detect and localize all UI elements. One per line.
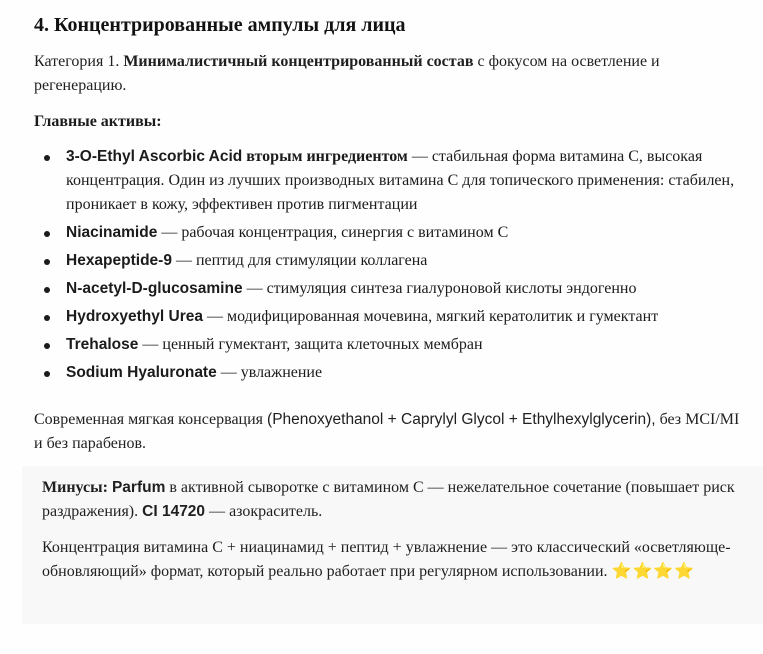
intro-bold: Минималистичный концентрированный состав xyxy=(123,53,474,70)
intro-prefix: Категория 1. xyxy=(34,53,124,70)
summary-paragraph xyxy=(42,536,742,584)
bullet-icon xyxy=(44,315,50,321)
list-item xyxy=(34,249,749,273)
minus-item-2: CI 14720 xyxy=(142,503,206,520)
summary-text: Концентрация витамина С + ниацинамид + пептид + увлажнение — это классический «осветляюще-обновляющий» формат, который реально работает при регулярном использовании. xyxy=(42,539,731,580)
active-desc: — пептид для стимуляции коллагена xyxy=(171,252,428,269)
intro-paragraph xyxy=(34,50,749,98)
section-heading: 4. Концентрированные ампулы для лица xyxy=(34,14,406,36)
actives-list xyxy=(34,145,749,389)
bullet-icon xyxy=(44,231,50,237)
list-item xyxy=(34,221,749,245)
bullet-icon xyxy=(44,343,50,349)
list-item xyxy=(34,145,749,217)
active-desc: — ценный гумектант, защита клеточных мембран xyxy=(138,336,483,353)
preservation-prefix: Современная мягкая консервация xyxy=(34,411,268,428)
active-desc: — увлажнение xyxy=(216,364,323,381)
active-desc: — стимуляция синтеза гиалуроновой кислоты эндогенно xyxy=(242,280,637,297)
active-name: Sodium Hyaluronate xyxy=(66,364,217,381)
conclusion-box xyxy=(22,466,763,624)
bullet-icon xyxy=(44,259,50,265)
bullet-icon xyxy=(44,287,50,293)
active-name: Niacinamide xyxy=(66,224,158,241)
active-name: N-acetyl-D-glucosamine xyxy=(66,280,243,297)
minus-item-1: Parfum xyxy=(111,479,166,496)
active-desc: — стабильная форма витамина С, высокая концентрация. Один из лучших производных витамина С для топического применения: стабилен, проникает в кожу, эффективен против пигментации xyxy=(66,148,735,213)
active-desc: — модифицированная мочевина, мягкий кератолитик и гумектант xyxy=(202,308,659,325)
preservation-paragraph xyxy=(34,408,749,456)
active-name: Hydroxyethyl Urea xyxy=(66,308,203,325)
active-extra: вторым ингредиентом xyxy=(242,148,408,165)
list-item xyxy=(34,333,749,357)
minus-label: Минусы: xyxy=(42,479,112,496)
actives-title: Главные активы: xyxy=(34,113,162,130)
intro-suffix: с фокусом на осветление и регенерацию. xyxy=(34,53,660,94)
minus-text-2: — азокраситель. xyxy=(205,503,323,520)
bullet-icon xyxy=(44,155,50,161)
bullet-icon xyxy=(44,371,50,377)
minus-paragraph xyxy=(42,476,742,524)
list-item xyxy=(34,277,749,301)
active-name: Hexapeptide-9 xyxy=(66,252,172,269)
active-name: 3-O-Ethyl Ascorbic Acid xyxy=(66,148,243,165)
active-name: Trehalose xyxy=(66,336,139,353)
list-item xyxy=(34,305,749,329)
preservation-ingredients: (Phenoxyethanol + Caprylyl Glycol + Ethylhexylglycerin), xyxy=(267,411,656,428)
list-item xyxy=(34,361,749,385)
preservation-suffix: без MCI/MI и без парабенов. xyxy=(34,411,740,452)
active-desc: — рабочая концентрация, синергия с витамином С xyxy=(157,224,509,241)
star-rating-icon: ⭐⭐⭐⭐ xyxy=(611,563,696,580)
minus-text-1: в активной сыворотке с витамином С — нежелательное сочетание (повышает риск раздражения). xyxy=(42,479,735,520)
